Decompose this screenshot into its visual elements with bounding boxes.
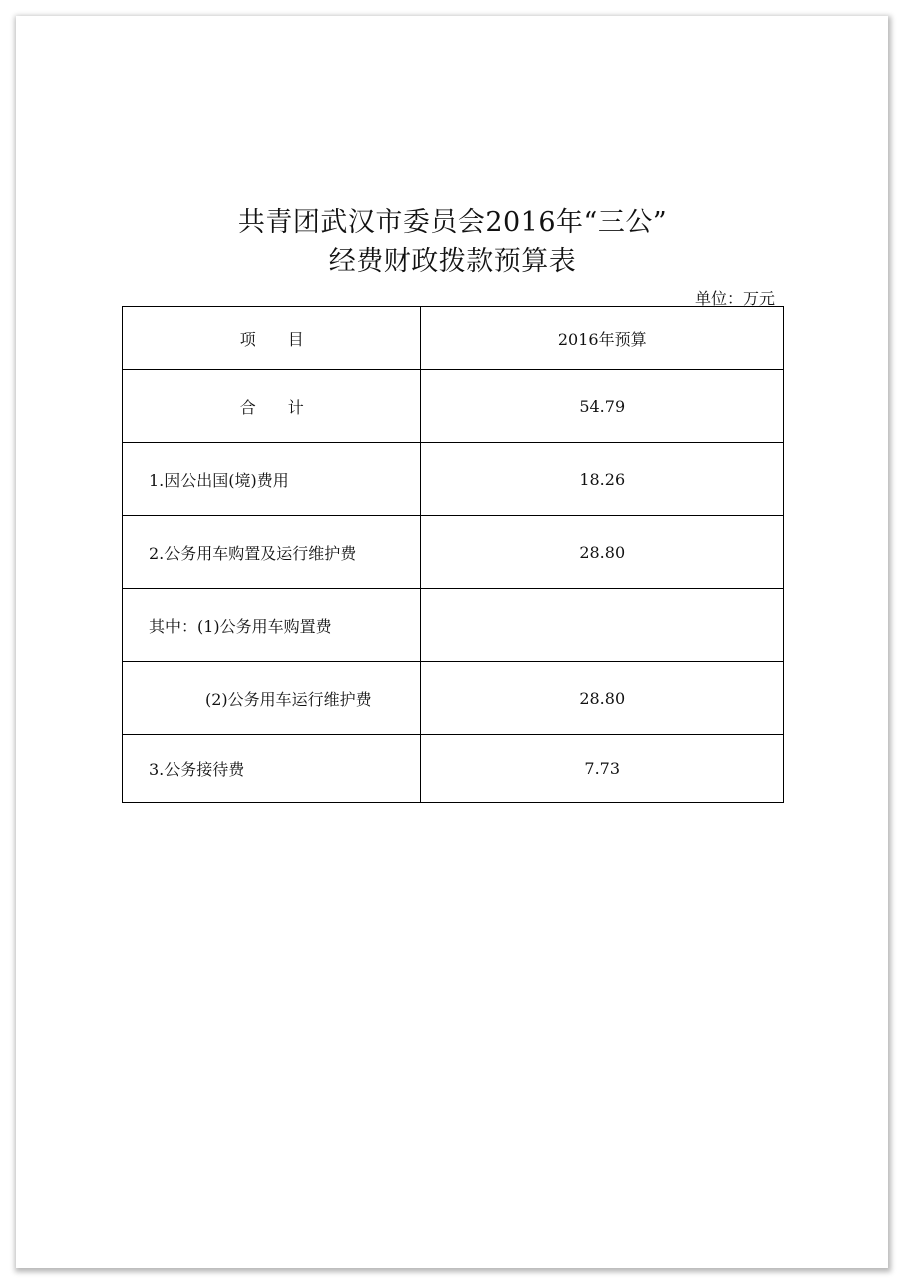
row-value-vehicle: 28.80 (421, 516, 784, 589)
header-item: 项 目 (123, 307, 421, 370)
page-title: 共青团武汉市委员会2016年“三公” (237, 207, 668, 238)
table-row (123, 589, 784, 662)
header-budget: 2016年预算 (421, 307, 784, 370)
row-value-reception: 7.73 (421, 735, 784, 803)
budget-table (122, 306, 784, 803)
row-item-vehicle: 2.公务用车购置及运行维护费 (123, 516, 421, 589)
table-row (123, 516, 784, 589)
unit-label: 单位：万元 (694, 289, 775, 308)
page-subtitle: 经费财政拨款预算表 (328, 246, 577, 277)
row-value-total: 54.79 (421, 370, 784, 443)
row-value-travel: 18.26 (421, 443, 784, 516)
table-row (123, 443, 784, 516)
row-value-vehicle-maintenance: 28.80 (421, 662, 784, 735)
row-item-travel: 1.因公出国(境)费用 (123, 443, 421, 516)
row-value-vehicle-purchase (421, 589, 784, 662)
row-item-reception: 3.公务接待费 (123, 735, 421, 803)
row-item-vehicle-purchase: 其中：(1)公务用车购置费 (123, 589, 421, 662)
table-row (123, 735, 784, 803)
table-header-row (123, 307, 784, 370)
row-item-total: 合 计 (123, 370, 421, 443)
table-row (123, 662, 784, 735)
table-row (123, 370, 784, 443)
row-item-vehicle-maintenance: (2)公务用车运行维护费 (123, 662, 421, 735)
